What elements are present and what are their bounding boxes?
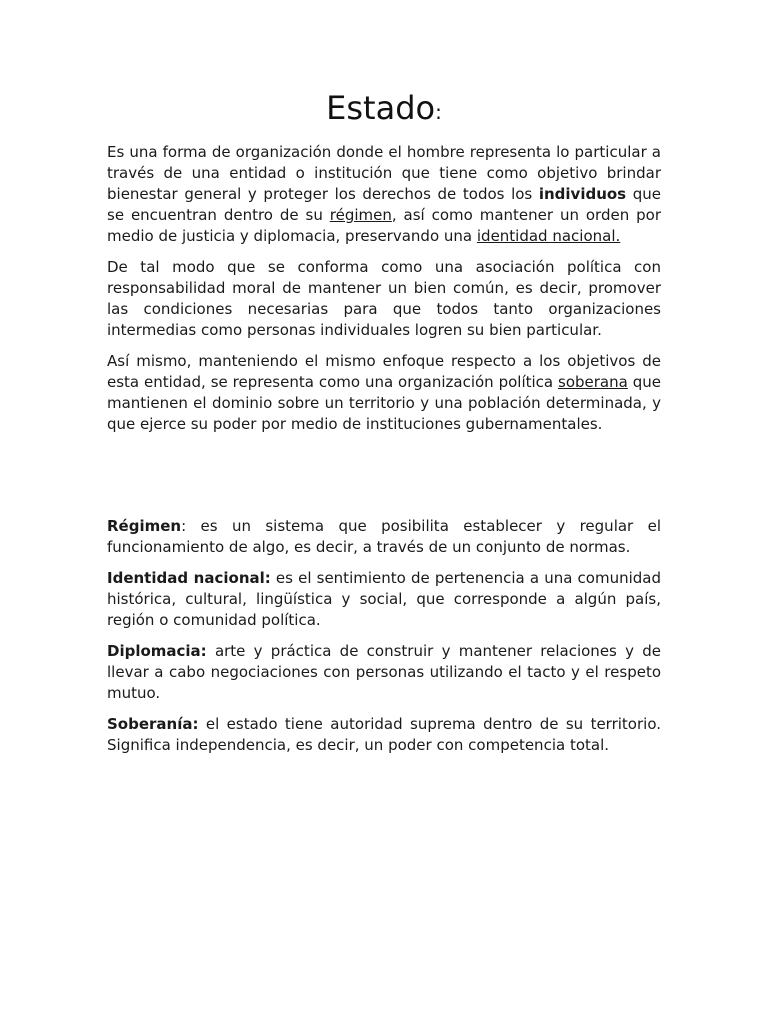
intro-1-underline-regimen: régimen (329, 206, 392, 224)
page-title (107, 88, 661, 132)
glossary-definition: arte y práctica de construir y mantener relaciones y de llevar a cabo negociaciones con personas utilizando el tacto y el respeto mutuo. (107, 642, 661, 702)
glossary-item-regimen (107, 516, 661, 558)
glossary-definition: es el sentimiento de pertenencia a una comunidad histórica, cultural, lingüística y social, que corresponde a algún país, región o comunidad política. (107, 569, 661, 629)
document-page (107, 88, 661, 766)
glossary-term: Diplomacia: (107, 642, 207, 660)
intro-1-text-b: que se encuentran dentro de su (107, 185, 661, 224)
intro-paragraph-1 (107, 142, 661, 247)
intro-1-text-a: Es una forma de organización donde el hombre representa lo particular a través de una entidad o institución que tiene como objetivo brindar bienestar general y proteger los derechos de todos los (107, 143, 661, 203)
intro-2-text: De tal modo que se conforma como una asociación política con responsabilidad moral de mantener un bien común, es decir, promover las condiciones necesarias para que todos tanto organizaciones intermedias como personas individuales logren su bien particular. (107, 258, 661, 339)
intro-paragraph-3 (107, 351, 661, 435)
intro-3-underline-soberana: soberana (558, 373, 628, 391)
glossary-term: Régimen (107, 517, 182, 535)
glossary-item-identidad-nacional (107, 568, 661, 631)
section-gap (107, 445, 661, 516)
glossary-term: Soberanía: (107, 715, 199, 733)
glossary-definition: : es un sistema que posibilita establecer y regular el funcionamiento de algo, es decir, a través de un conjunto de normas. (107, 517, 661, 556)
intro-3-text-b: que mantienen el dominio sobre un territorio y una población determinada, y que ejerce su poder por medio de instituciones gubernamentales. (107, 373, 661, 433)
intro-1-underline-identidad: identidad nacional. (476, 227, 621, 245)
intro-1-text-c: , así como mantener un orden por medio de justicia y diplomacia, preservando una (107, 206, 661, 245)
glossary-term: Identidad nacional: (107, 569, 271, 587)
glossary-item-soberania (107, 714, 661, 756)
glossary-item-diplomacia (107, 641, 661, 704)
title-text: Estado (326, 89, 436, 127)
title-colon: : (435, 100, 442, 124)
glossary-definition: el estado tiene autoridad suprema dentro de su territorio. Significa independencia, es decir, un poder con competencia total. (107, 715, 661, 754)
intro-paragraph-2 (107, 257, 661, 341)
intro-3-text-a: Así mismo, manteniendo el mismo enfoque respecto a los objetivos de esta entidad, se representa como una organización política (107, 352, 661, 391)
intro-1-bold-individuos: individuos (538, 185, 627, 203)
